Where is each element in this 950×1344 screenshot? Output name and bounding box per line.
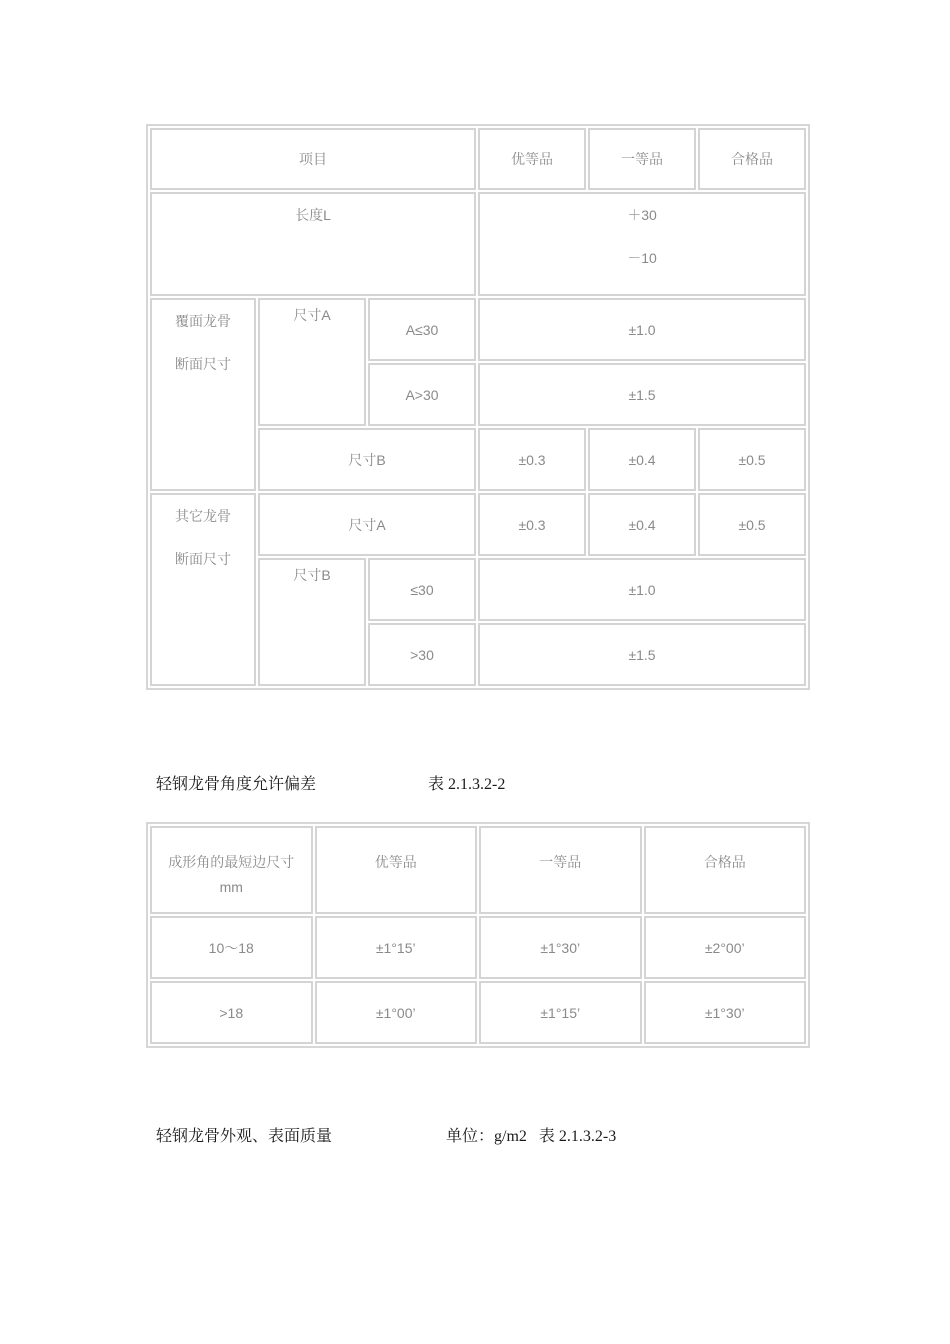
cover-dim-a-label: 尺寸A: [258, 298, 366, 426]
header-min-edge: [150, 826, 313, 914]
cover-dim-b-label: 尺寸B: [258, 428, 476, 491]
header-min-edge-line1: 成形角的最短边尺寸: [168, 854, 295, 870]
length-label: 长度L: [150, 192, 476, 296]
row-excellent: ±1°00’: [315, 981, 478, 1044]
cover-dim-b-first: ±0.4: [588, 428, 696, 491]
cover-keel-label-line2: 断面尺寸: [175, 356, 231, 372]
row-range: 10～18: [150, 916, 313, 979]
cover-dim-b-qualified: ±0.5: [698, 428, 806, 491]
row-range: >18: [150, 981, 313, 1044]
cover-keel-label-line1: 覆面龙骨: [175, 313, 231, 329]
row-qualified: ±2°00’: [644, 916, 807, 979]
header-min-edge-unit: mm: [219, 879, 243, 895]
other-b-gt30-value: ±1.5: [478, 623, 806, 686]
other-dim-a-qualified: ±0.5: [698, 493, 806, 556]
header-grade-qualified: 合格品: [698, 128, 806, 190]
dimension-tolerance-table: [146, 124, 810, 690]
cover-a-le30-value: ±1.0: [478, 298, 806, 361]
other-b-le30-label: ≤30: [368, 558, 476, 621]
other-keel-label: [150, 493, 256, 686]
table-row: [150, 916, 806, 979]
length-plus: ＋30: [627, 207, 657, 223]
length-minus: －10: [627, 250, 657, 266]
appearance-table-unit-number: 单位：g/m2 表 2.1.3.2-3: [446, 1128, 617, 1145]
header-item: 项目: [150, 128, 476, 190]
cover-dim-b-excellent: ±0.3: [478, 428, 586, 491]
row-first: ±1°15’: [479, 981, 642, 1044]
cover-a-gt30-value: ±1.5: [478, 363, 806, 426]
cover-keel-label: [150, 298, 256, 491]
length-tolerance: [478, 192, 806, 296]
header-grade-excellent: 优等品: [315, 826, 478, 914]
header-grade-first: 一等品: [479, 826, 642, 914]
other-dim-a-label: 尺寸A: [258, 493, 476, 556]
other-keel-label-line1: 其它龙骨: [175, 508, 231, 524]
row-first: ±1°30’: [479, 916, 642, 979]
appearance-table-caption: 轻钢龙骨外观、表面质量: [156, 1128, 333, 1145]
header-grade-excellent: 优等品: [478, 128, 586, 190]
header-grade-first: 一等品: [588, 128, 696, 190]
header-grade-qualified: 合格品: [644, 826, 807, 914]
row-excellent: ±1°15’: [315, 916, 478, 979]
table-row: [150, 981, 806, 1044]
other-b-gt30-label: >30: [368, 623, 476, 686]
other-keel-label-line2: 断面尺寸: [175, 551, 231, 567]
row-qualified: ±1°30’: [644, 981, 807, 1044]
angle-table-caption: 轻钢龙骨角度允许偏差: [156, 776, 317, 793]
cover-a-gt30-label: A>30: [368, 363, 476, 426]
angle-tolerance-table: [146, 822, 810, 1048]
other-dim-b-label: 尺寸B: [258, 558, 366, 686]
other-dim-a-excellent: ±0.3: [478, 493, 586, 556]
cover-a-le30-label: A≤30: [368, 298, 476, 361]
other-b-le30-value: ±1.0: [478, 558, 806, 621]
other-dim-a-first: ±0.4: [588, 493, 696, 556]
angle-table-number: 表 2.1.3.2-2: [428, 776, 506, 793]
